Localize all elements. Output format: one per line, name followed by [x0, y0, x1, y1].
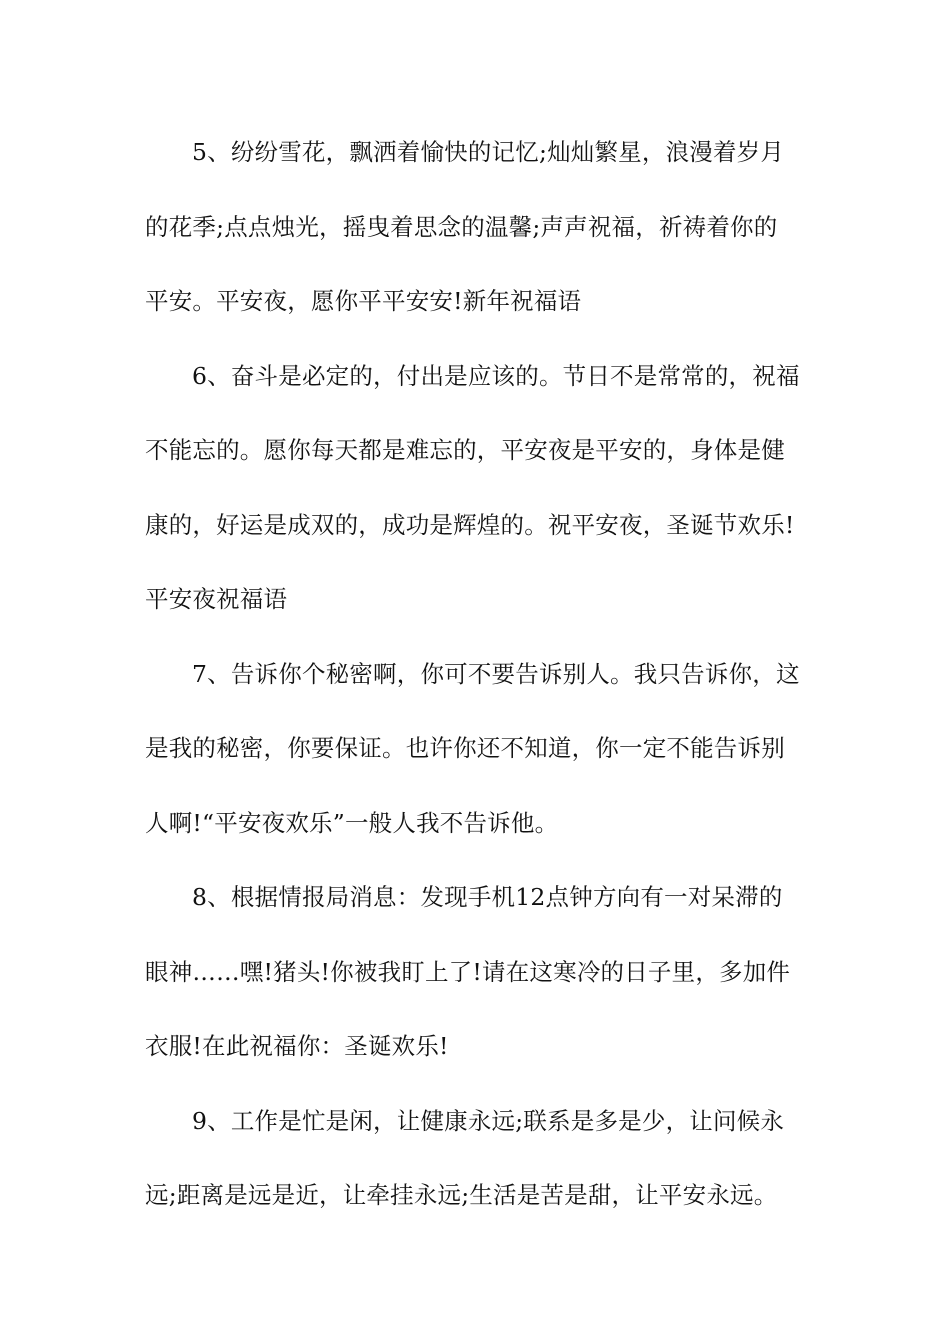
paragraph-8 [145, 860, 807, 1084]
text-line: 9、工作是忙是闲，让健康永远;联系是多是少，让问候永 [192, 1106, 785, 1135]
text-line: 7、告诉你个秘密啊，你可不要告诉别人。我只告诉你，这 [192, 659, 800, 688]
text-line: 平安。平安夜，愿你平平安安!新年祝福语 [145, 287, 582, 315]
text-line: 是我的秘密，你要保证。也许你还不知道，你一定不能告诉别 [145, 734, 785, 762]
text-line: 平安夜祝福语 [145, 585, 288, 613]
text-line: 8、根据情报局消息：发现手机12点钟方向有一对呆滞的 [192, 883, 783, 911]
text-line: 衣服!在此祝福你：圣诞欢乐! [145, 1032, 449, 1060]
paragraph-7 [145, 637, 807, 861]
paragraph-6 [145, 339, 807, 637]
text-line: 人啊!“平安夜欢乐”一般人我不告诉他。 [145, 808, 559, 837]
text-line: 6、奋斗是必定的，付出是应该的。节日不是常常的，祝福 [192, 361, 800, 390]
text-line: 5、纷纷雪花，飘洒着愉快的记忆;灿灿繁星，浪漫着岁月 [192, 138, 785, 166]
text-line: 眼神……嘿!猪头!你被我盯上了!请在这寒冷的日子里，多加件 [145, 957, 791, 986]
text-line: 的花季;点点烛光，摇曳着思念的温馨;声声祝福，祈祷着你的 [145, 212, 778, 241]
text-line: 康的，好运是成双的，成功是辉煌的。祝平安夜，圣诞节欢乐! [145, 510, 795, 539]
text-line: 不能忘的。愿你每天都是难忘的，平安夜是平安的，身体是健 [145, 436, 785, 464]
text-line: 远;距离是远是近，让牵挂永远;生活是苦是甜，让平安永远。 [145, 1181, 778, 1209]
paragraph-5 [145, 115, 807, 339]
document-body [145, 115, 807, 1233]
paragraph-9 [145, 1084, 807, 1233]
